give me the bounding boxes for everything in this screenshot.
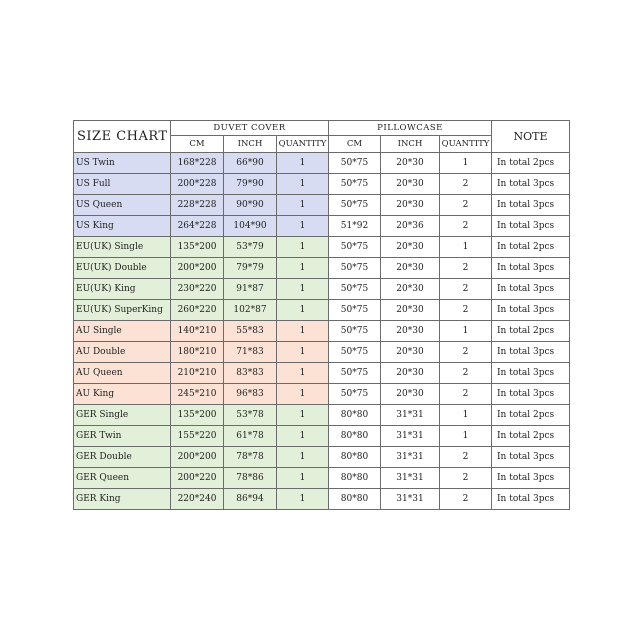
note-cell: In total 2pcs: [492, 153, 570, 174]
pillow-inch-cell: 20*30: [381, 363, 440, 384]
table-row: [74, 489, 570, 510]
note-cell: In total 3pcs: [492, 300, 570, 321]
duvet-cm-cell: 245*210: [171, 384, 224, 405]
size-cell: AU Double: [74, 342, 171, 363]
size-cell: AU King: [74, 384, 171, 405]
pillow-quantity-cell: 1: [440, 426, 492, 447]
size-cell: GER Double: [74, 447, 171, 468]
pillow-inch-cell: 20*36: [381, 216, 440, 237]
duvet-inch-cell: 53*79: [224, 237, 277, 258]
pillow-cm-cell: 50*75: [329, 384, 381, 405]
pillow-inch-cell: 20*30: [381, 384, 440, 405]
duvet-cm-cell: 200*200: [171, 258, 224, 279]
pillow-quantity-cell: 2: [440, 342, 492, 363]
note-cell: In total 3pcs: [492, 195, 570, 216]
size-cell: US King: [74, 216, 171, 237]
pillow-quantity-cell: 2: [440, 384, 492, 405]
pillow-quantity-cell: 1: [440, 153, 492, 174]
duvet-inch-cell: 102*87: [224, 300, 277, 321]
size-cell: US Queen: [74, 195, 171, 216]
pillow-inch-cell: 31*31: [381, 447, 440, 468]
pillow-inch-cell: 20*30: [381, 195, 440, 216]
size-chart-body: [74, 153, 570, 510]
duvet-cm-cell: 135*200: [171, 405, 224, 426]
duvet-cm-cell: 260*220: [171, 300, 224, 321]
size-cell: GER Single: [74, 405, 171, 426]
size-cell: US Twin: [74, 153, 171, 174]
table-row: [74, 237, 570, 258]
pillow-quantity-cell: 1: [440, 405, 492, 426]
pillow-cm-cell: 50*75: [329, 300, 381, 321]
note-cell: In total 2pcs: [492, 426, 570, 447]
duvet-inch-cell: 71*83: [224, 342, 277, 363]
duvet-inch-cell: 78*78: [224, 447, 277, 468]
duvet-cm-cell: 200*228: [171, 174, 224, 195]
pillow-quantity-cell: 2: [440, 447, 492, 468]
duvet-quantity-cell: 1: [277, 447, 329, 468]
table-row: [74, 195, 570, 216]
duvet-quantity-cell: 1: [277, 384, 329, 405]
note-cell: In total 3pcs: [492, 174, 570, 195]
pillow-quantity-cell: 1: [440, 321, 492, 342]
duvet-quantity-cell: 1: [277, 216, 329, 237]
size-cell: US Full: [74, 174, 171, 195]
pillow-cm-cell: 50*75: [329, 342, 381, 363]
table-row: [74, 426, 570, 447]
size-cell: EU(UK) SuperKing: [74, 300, 171, 321]
pillow-inch-cell: 20*30: [381, 342, 440, 363]
table-row: [74, 342, 570, 363]
pillowcase-header: PILLOWCASE: [329, 121, 492, 136]
pillow-quantity-cell: 2: [440, 216, 492, 237]
pillow-cm-cell: 50*75: [329, 321, 381, 342]
note-cell: In total 3pcs: [492, 216, 570, 237]
duvet-cm-cell: 180*210: [171, 342, 224, 363]
duvet-cm-cell: 140*210: [171, 321, 224, 342]
pillow-quantity-header: QUANTITY: [440, 136, 492, 153]
note-cell: In total 3pcs: [492, 279, 570, 300]
size-chart-table: [73, 120, 570, 510]
duvet-inch-cell: 66*90: [224, 153, 277, 174]
duvet-cm-cell: 210*210: [171, 363, 224, 384]
pillow-cm-cell: 80*80: [329, 489, 381, 510]
table-row: [74, 174, 570, 195]
table-row: [74, 363, 570, 384]
size-cell: GER Twin: [74, 426, 171, 447]
duvet-inch-cell: 83*83: [224, 363, 277, 384]
table-row: [74, 153, 570, 174]
duvet-inch-cell: 91*87: [224, 279, 277, 300]
table-row: [74, 468, 570, 489]
size-cell: EU(UK) Single: [74, 237, 171, 258]
duvet-quantity-cell: 1: [277, 258, 329, 279]
note-cell: In total 3pcs: [492, 258, 570, 279]
table-row: [74, 447, 570, 468]
duvet-quantity-cell: 1: [277, 300, 329, 321]
pillow-cm-header: CM: [329, 136, 381, 153]
pillow-quantity-cell: 2: [440, 195, 492, 216]
duvet-inch-cell: 96*83: [224, 384, 277, 405]
note-cell: In total 3pcs: [492, 363, 570, 384]
pillow-cm-cell: 50*75: [329, 153, 381, 174]
table-row: [74, 321, 570, 342]
pillow-inch-header: INCH: [381, 136, 440, 153]
duvet-cm-cell: 228*228: [171, 195, 224, 216]
duvet-cm-cell: 155*220: [171, 426, 224, 447]
duvet-inch-cell: 79*79: [224, 258, 277, 279]
pillow-inch-cell: 31*31: [381, 405, 440, 426]
size-cell: GER Queen: [74, 468, 171, 489]
duvet-quantity-cell: 1: [277, 426, 329, 447]
size-cell: EU(UK) Double: [74, 258, 171, 279]
pillow-quantity-cell: 2: [440, 279, 492, 300]
pillow-quantity-cell: 2: [440, 300, 492, 321]
pillow-quantity-cell: 2: [440, 363, 492, 384]
pillow-inch-cell: 20*30: [381, 321, 440, 342]
note-cell: In total 3pcs: [492, 447, 570, 468]
table-row: [74, 300, 570, 321]
duvet-inch-header: INCH: [224, 136, 277, 153]
duvet-quantity-cell: 1: [277, 195, 329, 216]
note-cell: In total 2pcs: [492, 237, 570, 258]
pillow-cm-cell: 51*92: [329, 216, 381, 237]
pillow-cm-cell: 50*75: [329, 174, 381, 195]
size-chart-title: SIZE CHART: [74, 121, 171, 153]
note-cell: In total 3pcs: [492, 342, 570, 363]
note-cell: In total 2pcs: [492, 321, 570, 342]
size-cell: AU Queen: [74, 363, 171, 384]
size-cell: AU Single: [74, 321, 171, 342]
pillow-inch-cell: 31*31: [381, 426, 440, 447]
pillow-inch-cell: 20*30: [381, 258, 440, 279]
duvet-quantity-cell: 1: [277, 279, 329, 300]
duvet-inch-cell: 86*94: [224, 489, 277, 510]
pillow-cm-cell: 50*75: [329, 258, 381, 279]
note-header: NOTE: [492, 121, 570, 153]
pillow-inch-cell: 31*31: [381, 489, 440, 510]
pillow-inch-cell: 31*31: [381, 468, 440, 489]
table-row: [74, 405, 570, 426]
note-cell: In total 2pcs: [492, 405, 570, 426]
pillow-cm-cell: 50*75: [329, 195, 381, 216]
duvet-inch-cell: 61*78: [224, 426, 277, 447]
table-row: [74, 384, 570, 405]
pillow-quantity-cell: 2: [440, 174, 492, 195]
pillow-inch-cell: 20*30: [381, 279, 440, 300]
duvet-cover-header: DUVET COVER: [171, 121, 329, 136]
pillow-cm-cell: 50*75: [329, 363, 381, 384]
pillow-quantity-cell: 2: [440, 468, 492, 489]
pillow-cm-cell: 80*80: [329, 468, 381, 489]
pillow-quantity-cell: 2: [440, 489, 492, 510]
duvet-quantity-header: QUANTITY: [277, 136, 329, 153]
pillow-cm-cell: 80*80: [329, 405, 381, 426]
duvet-quantity-cell: 1: [277, 489, 329, 510]
duvet-inch-cell: 79*90: [224, 174, 277, 195]
pillow-quantity-cell: 2: [440, 258, 492, 279]
size-cell: GER King: [74, 489, 171, 510]
size-chart-container: [73, 120, 569, 510]
table-row: [74, 279, 570, 300]
duvet-cm-cell: 264*228: [171, 216, 224, 237]
duvet-cm-cell: 200*200: [171, 447, 224, 468]
duvet-cm-cell: 230*220: [171, 279, 224, 300]
duvet-cm-cell: 200*220: [171, 468, 224, 489]
duvet-cm-cell: 220*240: [171, 489, 224, 510]
note-cell: In total 3pcs: [492, 468, 570, 489]
pillow-cm-cell: 50*75: [329, 237, 381, 258]
table-row: [74, 216, 570, 237]
duvet-quantity-cell: 1: [277, 405, 329, 426]
size-cell: EU(UK) King: [74, 279, 171, 300]
duvet-quantity-cell: 1: [277, 342, 329, 363]
duvet-quantity-cell: 1: [277, 468, 329, 489]
pillow-cm-cell: 50*75: [329, 279, 381, 300]
pillow-inch-cell: 20*30: [381, 237, 440, 258]
pillow-inch-cell: 20*30: [381, 153, 440, 174]
pillow-quantity-cell: 1: [440, 237, 492, 258]
duvet-quantity-cell: 1: [277, 363, 329, 384]
duvet-cm-cell: 135*200: [171, 237, 224, 258]
duvet-quantity-cell: 1: [277, 237, 329, 258]
note-cell: In total 3pcs: [492, 384, 570, 405]
pillow-inch-cell: 20*30: [381, 300, 440, 321]
duvet-quantity-cell: 1: [277, 153, 329, 174]
duvet-quantity-cell: 1: [277, 321, 329, 342]
duvet-cm-header: CM: [171, 136, 224, 153]
pillow-cm-cell: 80*80: [329, 426, 381, 447]
duvet-inch-cell: 55*83: [224, 321, 277, 342]
table-row: [74, 258, 570, 279]
duvet-inch-cell: 53*78: [224, 405, 277, 426]
duvet-quantity-cell: 1: [277, 174, 329, 195]
duvet-inch-cell: 104*90: [224, 216, 277, 237]
pillow-cm-cell: 80*80: [329, 447, 381, 468]
duvet-cm-cell: 168*228: [171, 153, 224, 174]
duvet-inch-cell: 90*90: [224, 195, 277, 216]
pillow-inch-cell: 20*30: [381, 174, 440, 195]
duvet-inch-cell: 78*86: [224, 468, 277, 489]
note-cell: In total 3pcs: [492, 489, 570, 510]
